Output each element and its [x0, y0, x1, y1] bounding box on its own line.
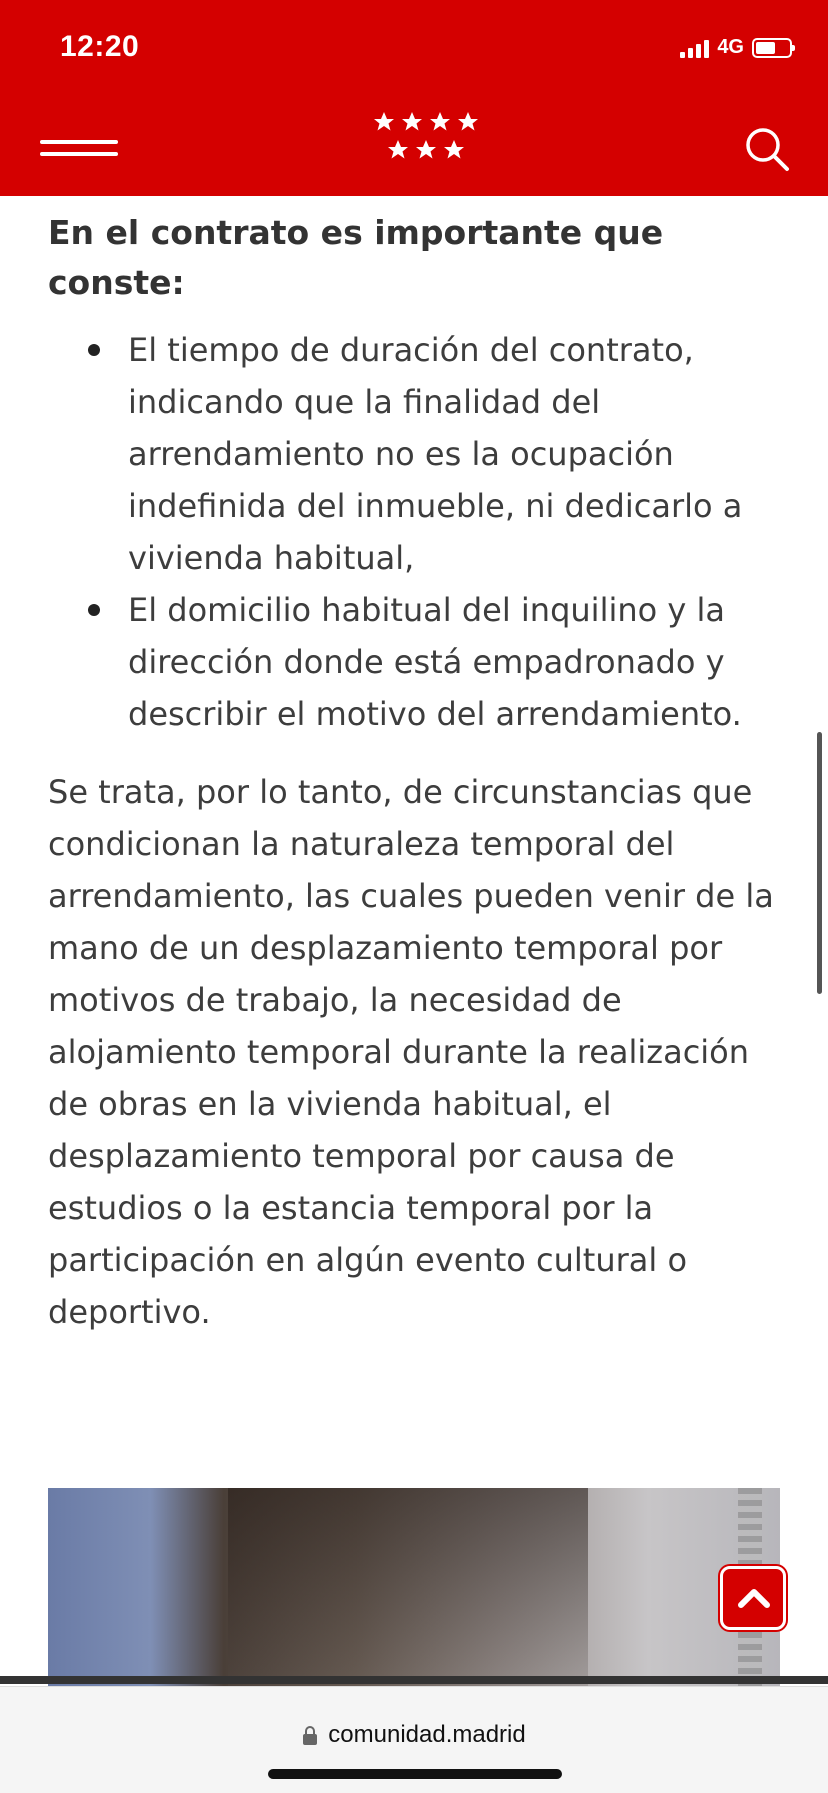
hamburger-icon[interactable] — [40, 140, 118, 156]
signal-icon — [680, 38, 709, 58]
network-type: 4G — [717, 36, 744, 58]
section-heading: En el contrato es importante que conste: — [48, 213, 664, 302]
scroll-to-top-button[interactable] — [720, 1566, 786, 1630]
url-display[interactable] — [0, 1721, 828, 1749]
seven-stars-logo[interactable] — [370, 110, 490, 166]
home-indicator[interactable] — [268, 1769, 562, 1779]
chevron-up-icon — [737, 1585, 771, 1611]
body-paragraph: Se trata, por lo tanto, de circunstancias que condicionan la naturaleza temporal del arrendamiento, las cuales pueden venir de la mano de un desplazamiento temporal por motivos de trabajo, la necesidad de alojamiento temporal durante la realización de obras en la vivienda habitual, el desplazamiento temporal por causa de estudios o la estancia temporal por la participación en algún evento cultural o deportivo. — [48, 773, 774, 1331]
list-item: El tiempo de duración del contrato, indicando que la finalidad del arrendamiento no es la ocupación indefinida del inmueble, ni dedicarlo a vivienda habitual, — [48, 324, 788, 584]
list-item: El domicilio habitual del inquilino y la dirección donde está empadronado y describir el motivo del arrendamiento. — [48, 584, 788, 740]
article-image — [48, 1488, 780, 1688]
battery-icon — [752, 38, 792, 58]
lock-icon — [302, 1726, 318, 1746]
url-text: comunidad.madrid — [328, 1721, 526, 1748]
site-header — [0, 0, 828, 196]
article-content — [48, 208, 788, 1338]
browser-address-bar[interactable] — [0, 1686, 828, 1793]
status-indicators — [680, 36, 792, 59]
status-time: 12:20 — [60, 30, 140, 63]
requirements-list — [48, 324, 788, 740]
search-icon[interactable] — [744, 126, 790, 172]
toolbar-divider — [0, 1676, 828, 1684]
scrollbar[interactable] — [817, 732, 822, 994]
